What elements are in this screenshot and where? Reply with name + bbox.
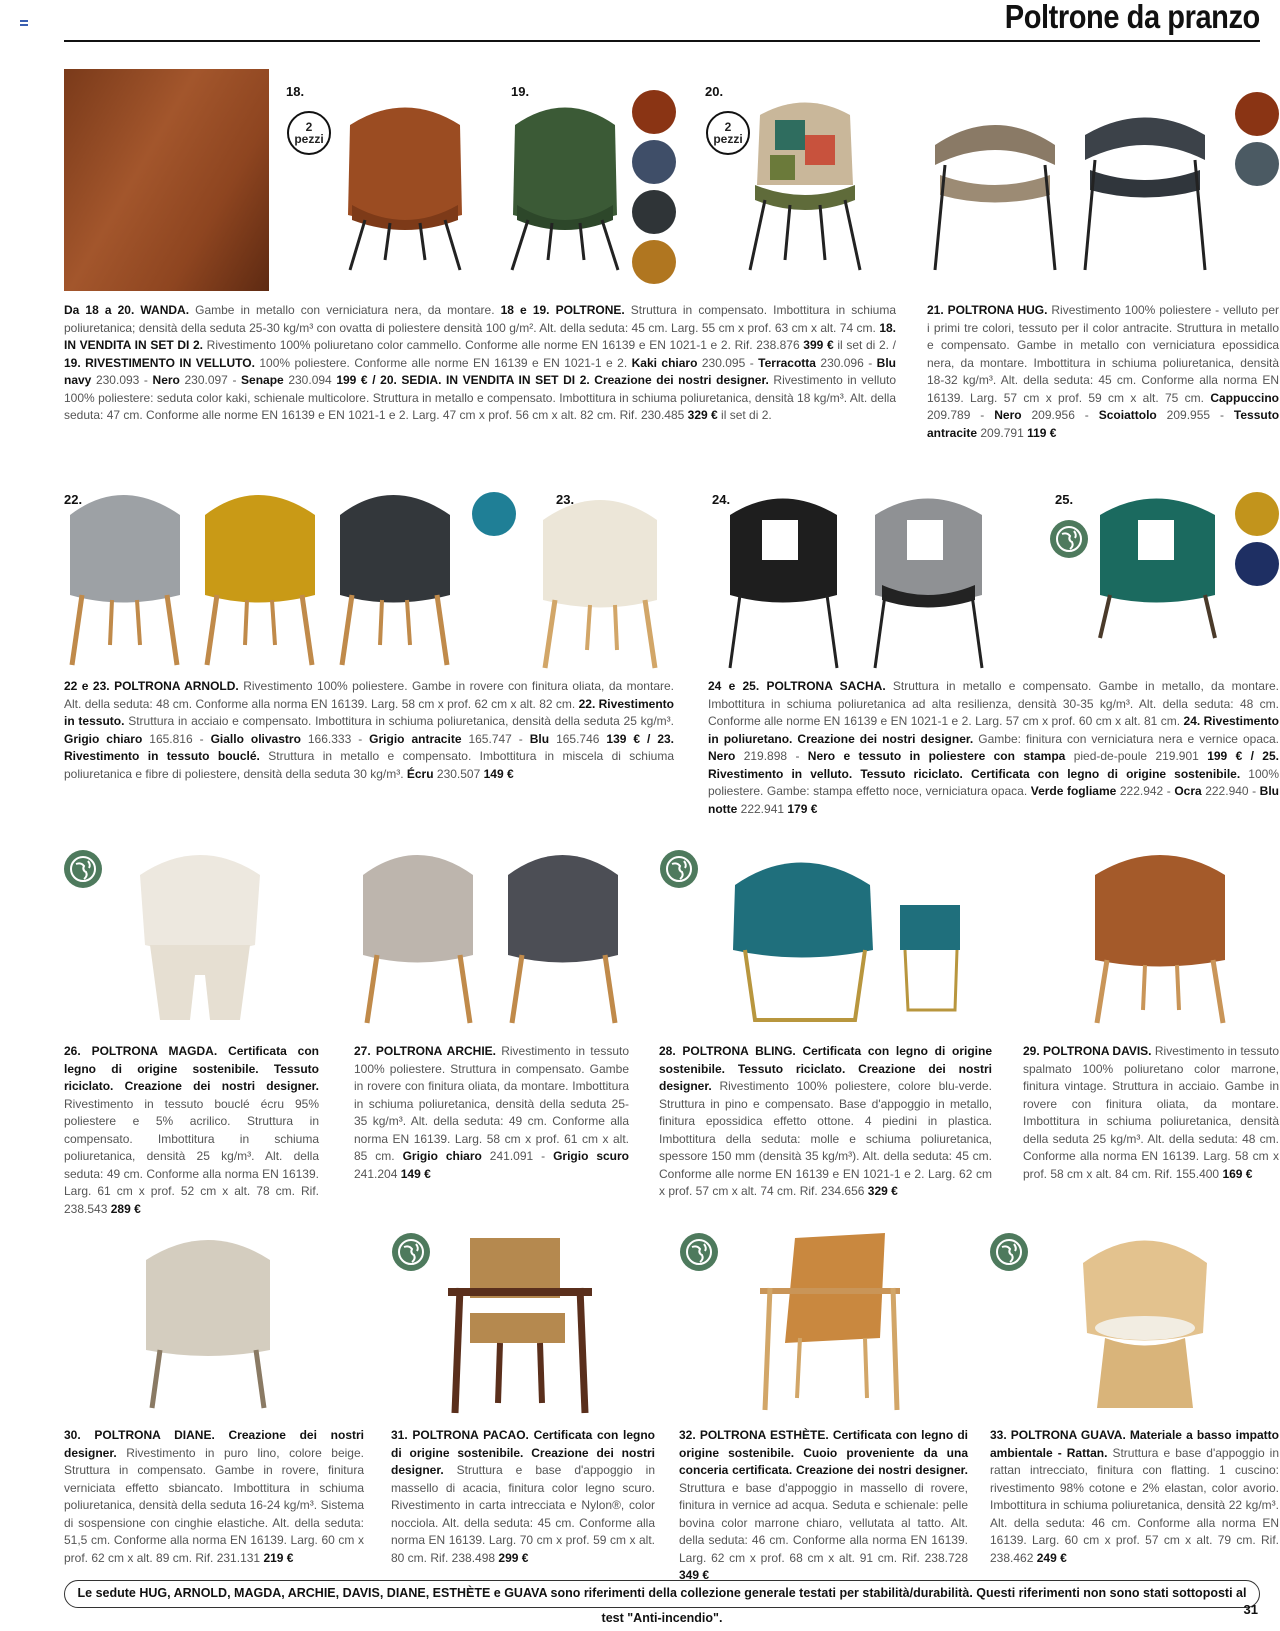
description-segment: 26. POLTRONA MAGDA. Certificata con legno di origine sostenibile. Tessuto riciclato. Creazione dei nostri designer. [64, 1044, 319, 1093]
item-number-22: 22. [64, 492, 83, 507]
chair-20-image [735, 95, 875, 275]
description-segment: 209.955 - [1156, 408, 1234, 422]
description-segment: 329 € [867, 1184, 898, 1198]
description-segment: Verde fogliame [1030, 784, 1117, 798]
description-segment: 349 € [679, 1568, 710, 1582]
chair-18-image [330, 95, 480, 275]
description-26 [64, 1043, 319, 1218]
description-segment: 32. POLTRONA ESTHÈTE. Certificata con legno di origine sostenibile. Cuoio proveniente da una conceria certificata. Creazione dei nostri designer. [679, 1428, 968, 1477]
description-segment: Giallo olivastro [210, 731, 301, 746]
swatch-19-4 [632, 240, 676, 284]
description-segment: 199 € / 25. Rivestimento in velluto. Tessuto riciclato. Certificata con legno di origine sostenibile. [708, 749, 1279, 781]
description-segment: Terracotta [758, 355, 816, 370]
description-segment: 230.094 [283, 373, 337, 387]
description-segment: 22. Rivestimento in tessuto. [64, 696, 674, 728]
description-segment: Struttura in metallo e compensato. Imbottitura in miscela di schiuma poliuretanica e fibre di poliestere, densità della seduta 30 kg/m³. [64, 749, 674, 781]
item-number-23: 23. [556, 492, 575, 507]
description-30 [64, 1427, 364, 1567]
eco-globe-icon [392, 1233, 430, 1271]
description-segment: pied-de-poule 219.901 [1065, 749, 1208, 763]
description-segment: Blu navy [64, 355, 897, 387]
description-28 [659, 1043, 992, 1201]
description-segment: 31. POLTRONA PACAO. Certificata con legno di origine sostenibile. Creazione dei nostri designer. [391, 1428, 655, 1477]
page-title: Poltrone da pranzo [1004, 0, 1260, 35]
eco-globe-icon [680, 1233, 718, 1271]
swatch-19-2 [632, 140, 676, 184]
description-segment: 149 € [483, 766, 514, 781]
description-segment: Nero [152, 373, 180, 387]
description-segment: Kaki chiaro [631, 355, 698, 370]
description-segment: Da 18 a 20. WANDA. [64, 303, 190, 317]
description-segment: Nero [708, 749, 736, 763]
description-segment: 29. POLTRONA DAVIS. [1023, 1044, 1152, 1058]
description-segment: 329 € [687, 408, 718, 422]
chair-32-image [755, 1228, 905, 1413]
description-segment: 24 e 25. POLTRONA SACHA. [708, 679, 886, 693]
item-number-19: 19. [511, 84, 530, 99]
description-segment: 230.095 - [697, 355, 759, 370]
description-segment: 165.746 [549, 731, 607, 746]
description-segment: Nero [994, 408, 1022, 422]
description-segment: 119 € [1027, 425, 1057, 440]
swatch-22-1 [472, 492, 516, 536]
description-segment: Rivestimento in puro lino, colore beige. Struttura in compensato. Gambe in rovere, finitura verniciata effetto sbiancato. Imbottitura in schiuma poliuretanica, densità della seduta 16-24 kg/m³. Sistema di sospensione con cinghie elastiche. Alt. della seduta: 51,5 cm. Conforme alla norma EN 16139. Larg. 60 cm x prof. 62 cm x alt. 89 cm. Rif. 231.131 [64, 1445, 364, 1565]
description-segment: 230.097 - [179, 373, 242, 387]
description-segment: 209.789 - [927, 408, 995, 422]
swatch-21-1 [1235, 92, 1279, 136]
description-27 [354, 1043, 629, 1183]
description-segment: Struttura e base d'appoggio in massello di rovere, finitura in vernice ad acqua. Seduta e schienale: pelle bovina color marrone chiaro, vellutata al tatto. Alt. della seduta: 46 cm. Conforme alla norma EN 16139. Larg. 62 cm x prof. 68 cm x alt. 91 cm. Rif. 238.728 [679, 1480, 968, 1565]
description-segment: Rivestimento 100% poliestere. Gambe in rovere con finitura oliata, da montare. Alt. della seduta: 48 cm. Conforme alla norma EN 16139. Larg. 58 cm x prof. 62 cm x alt. 82 cm. [64, 679, 674, 711]
description-segment: 299 € [498, 1550, 529, 1565]
description-segment: 179 € [787, 801, 818, 816]
description-segment: Rivestimento in velluto 100% poliestere: seduta color kaki, schienale multicolore. Struttura in metallo e compensato. Imbottitura in schiuma poliuretanica, densità 18 kg/m³. Alt. della seduta: 47 cm. Conforme alle norme EN 16139 e EN 1021-1 e 2. Larg. 47 cm x prof. 56 cm x alt. 82 cm. Rif. 230.485 [64, 373, 896, 422]
footer-note: Le sedute HUG, ARNOLD, MAGDA, ARCHIE, DAVIS, DIANE, ESTHÈTE e GUAVA sono riferimenti della collezione generale testati per stabilità/durabilità. Questi riferimenti non sono stati sottoposti al test "Anti-incendio". [64, 1580, 1260, 1608]
description-segment: Gambe in metallo con verniciatura nera, da montare. [189, 303, 501, 317]
description-segment: 209.791 [977, 425, 1028, 440]
description-segment: 219.898 - [735, 749, 808, 763]
description-segment: 30. POLTRONA DIANE. Creazione dei nostri designer. [64, 1428, 364, 1460]
description-segment: Tessuto antracite [927, 408, 1280, 440]
description-segment: 24. Rivestimento in poliuretano. Creazione dei nostri designer. [708, 714, 1279, 746]
item-number-20: 20. [705, 84, 724, 99]
description-segment: Rivestimento 100% poliuretano color cammello. Conforme alle norme EN 16139 e EN 1021-1 e 2. Rif. 238.876 [203, 338, 804, 352]
swatch-19-3 [632, 190, 676, 234]
description-segment: 149 € [400, 1166, 431, 1181]
description-segment: Scoiattolo [1098, 408, 1157, 422]
description-31 [391, 1427, 655, 1567]
description-segment: 230.096 - [815, 355, 877, 370]
description-33 [990, 1427, 1279, 1567]
description-segment: Senape [241, 373, 284, 387]
description-segment: Grigio chiaro [64, 731, 143, 746]
description-segment: 219 € [263, 1550, 294, 1565]
description-segment: Grigio scuro [553, 1149, 630, 1163]
chair-31-image [440, 1233, 600, 1418]
description-segment: Rivestimento in tessuto bouclé écru 95% poliestere e 5% acrilico. Struttura in compensato. Imbottitura in schiuma poliuretanica, densità 25 kg/m³. Alt. della seduta: 49 cm. Conforme alla norma EN 16139. Larg. 61 cm x prof. 52 cm x alt. 78 cm. Rif. 238.543 [64, 1096, 319, 1216]
chair-24-images [722, 490, 992, 670]
description-segment: Blu [529, 731, 550, 746]
description-segment: Gambe: finitura con verniciatura nera e vernice opaca. [973, 731, 1280, 746]
description-segment: Blu notte [708, 784, 1280, 816]
description-segment: 18 e 19. POLTRONE. [500, 303, 625, 317]
description-segment: 399 € [803, 338, 834, 352]
swatch-25-1 [1235, 492, 1279, 536]
description-segment: 169 € [1222, 1166, 1253, 1181]
header-rule [64, 40, 1260, 42]
description-segment: Struttura e base d'appoggio in massello di acacia, finitura color legno scuro. Rivestimento in carta intrecciata e Nylon®, color nocciola. Alt. della seduta: 45 cm. Conforme alla norma EN 16139. Larg. 70 cm x prof. 59 cm x alt. 80 cm. Rif. 238.498 [391, 1463, 655, 1565]
description-segment: 230.093 - [91, 373, 153, 387]
description-segment: 33. POLTRONA GUAVA. Materiale a basso impatto ambientale - Rattan. [990, 1428, 1279, 1460]
description-segment: 230.507 [433, 766, 484, 781]
description-segment: 21. POLTRONA HUG. [927, 303, 1048, 317]
description-segment: Rivestimento 100% poliestere, colore blu-verde. Struttura in pino e compensato. Base d'appoggio in metallo, finitura epossidica effetto ottone. 4 piedini in plastica. Imbottitura della seduta: molle e schiuma poliuretanica, spessore 150 mm (densità 35 kg/m³). Alt. della seduta: 45 cm. Conforme alle norme EN 16139 e EN 1021-1 e 2. Larg. 62 cm x prof. 57 cm x alt. 74 cm. Rif. 234.656 [659, 1079, 992, 1198]
set-of-2-badge: 2 pezzi [287, 111, 331, 155]
description-21 [927, 302, 1279, 442]
description-segment: 139 € / 23. Rivestimento in tessuto bouclé. [64, 731, 675, 763]
description-segment: 241.091 - [481, 1149, 554, 1163]
chair-22-images [62, 485, 462, 670]
description-segment: Rivestimento in tessuto 100% poliestere. Struttura in compensato. Gambe in rovere con finitura oliata, da montare. Imbottitura in schiuma poliuretanica, densità della seduta 25-35 kg/m³. Alt. della seduta: 49 cm. Conforme alla norma EN 16139. Larg. 58 cm x prof. 61 cm x alt. 85 cm. [354, 1044, 629, 1163]
description-segment: Struttura in compensato. Imbottitura in schiuma poliuretanica; densità della seduta 25-30 kg/m³ con ovatta di poliestere densità 100 g/m². Alt. della seduta: 45 cm. Larg. 55 cm x prof. 63 cm x alt. 74 cm. [64, 303, 896, 335]
chair-28-image [725, 845, 975, 1025]
description-32 [679, 1427, 968, 1585]
description-segment: 165.816 - [142, 731, 211, 746]
page-number: 31 [1243, 1602, 1258, 1617]
description-segment: Nero e tessuto in poliestere con stampa [807, 749, 1066, 763]
eco-globe-icon [660, 850, 698, 888]
description-segment: Cappuccino [1210, 390, 1279, 405]
swatch-21-2 [1235, 142, 1279, 186]
description-segment: il set di 2. / [833, 338, 896, 352]
description-segment: 22 e 23. POLTRONA ARNOLD. [64, 679, 239, 693]
description-segment: 222.940 - [1201, 784, 1260, 798]
description-segment: 165.747 - [461, 731, 530, 746]
chair-26-image [135, 845, 265, 1025]
chair-33-image [1075, 1228, 1215, 1413]
description-segment: 222.941 [737, 801, 788, 816]
description-segment: 199 € / 20. SEDIA. IN VENDITA IN SET DI 2. Creazione dei nostri designer. [336, 373, 769, 387]
description-29 [1023, 1043, 1279, 1183]
description-segment: 209.956 - [1021, 408, 1099, 422]
chair-29-image [1085, 845, 1235, 1025]
chair-27-images [355, 845, 635, 1025]
item-number-18: 18. [286, 84, 305, 99]
item-number-25: 25. [1055, 492, 1074, 507]
chair-25-image [1090, 490, 1225, 640]
item-number-24: 24. [712, 492, 731, 507]
description-segment: 241.204 [354, 1166, 401, 1181]
description-22-23 [64, 678, 674, 783]
description-segment: Struttura e base d'appoggio in rattan intrecciato, finitura con flatting. 1 cuscino: rivestimento 98% cotone e 2% elastan, color avorio. Imbottitura in schiuma poliuretanica, densità 22 kg/m³. Alt. della seduta: 46 cm. Conforme alla norma EN 16139. Larg. 60 cm x prof. 57 cm x alt. 79 cm. Rif. 238.462 [990, 1445, 1279, 1565]
description-segment: Struttura in acciaio e compensato. Imbottitura in schiuma poliuretanica, densità della seduta 25 kg/m³. [124, 714, 674, 728]
description-segment: 19. RIVESTIMENTO IN VELLUTO. [64, 355, 255, 370]
swatch-25-2 [1235, 542, 1279, 586]
chair-23-image [535, 490, 665, 670]
leather-detail-image [64, 69, 269, 291]
description-segment: 249 € [1036, 1550, 1067, 1565]
description-18-20 [64, 302, 896, 425]
chair-30-image [138, 1230, 278, 1410]
description-segment: 166.333 - [300, 731, 370, 746]
description-24-25 [708, 678, 1279, 818]
description-segment: il set di 2. [717, 408, 772, 422]
description-segment: 100% poliestere. Gambe: stampa effetto noce, verniciatura opaca. [708, 766, 1279, 798]
description-segment: Struttura in metallo e compensato. Gambe in metallo, da montare. Imbottitura in schiuma poliuretanica ad alta resilienza, densità 30-35 kg/m³. Alt. della seduta: 48 cm. Conforme alle norme EN 16139 e EN 1021-1 e 2. Larg. 57 cm x prof. 60 cm x alt. 81 cm. [708, 679, 1279, 728]
flag-icon [20, 20, 28, 26]
description-segment: 18. IN VENDITA IN SET DI 2. [64, 320, 896, 352]
eco-globe-icon [1050, 520, 1088, 558]
description-segment: 100% poliestere. Conforme alle norme EN 16139 e EN 1021-1 e 2. [254, 355, 632, 370]
description-segment: 289 € [110, 1201, 141, 1216]
description-segment: Rivestimento 100% poliestere - velluto per i primi tre colori, tessuto per il color antracite. Struttura in metallo e compensato. Gambe in metallo con verniciatura epossidica nera, da montare. Imbottitura in schiuma poliuretanica, densità 18-32 kg/m³. Alt. della seduta: 45 cm. Conforme alla norma EN 16139. Larg. 57 cm x prof. 59 cm x alt. 75 cm. [927, 303, 1279, 405]
description-segment: 28. POLTRONA BLING. Certificata con legno di origine sostenibile. Tessuto riciclato. Creazione dei nostri designer. [659, 1044, 992, 1093]
eco-globe-icon [990, 1233, 1028, 1271]
description-segment: Grigio chiaro [402, 1149, 482, 1163]
description-segment: Ocra [1174, 784, 1202, 798]
description-segment: 222.942 - [1116, 784, 1175, 798]
chair-19-image [500, 95, 630, 275]
description-segment: Grigio antracite [369, 731, 462, 746]
swatch-19-1 [632, 90, 676, 134]
set-of-2-badge: 2 pezzi [706, 111, 750, 155]
chair-21-images [925, 105, 1225, 275]
description-segment: Rivestimento in tessuto spalmato 100% poliuretano color marrone, finitura vintage. Struttura in acciaio. Gambe in rovere con finitura oliata, da montare. Imbottitura in schiuma poliuretanica, densità della seduta 25 kg/m³. Alt. della seduta: 48 cm. Conforme alla norma EN 16139. Larg. 58 cm x prof. 58 cm x alt. 84 cm. Rif. 155.400 [1023, 1044, 1280, 1181]
eco-globe-icon [64, 850, 102, 888]
description-segment: Écru [406, 766, 434, 781]
description-segment: 27. POLTRONA ARCHIE. [354, 1044, 496, 1058]
